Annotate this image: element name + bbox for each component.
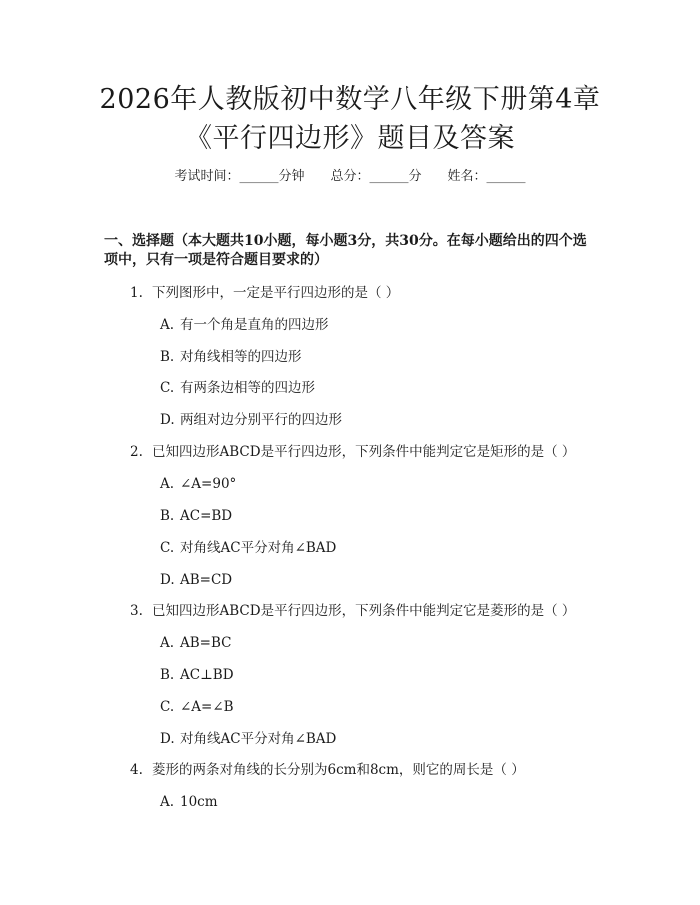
time-unit: 分钟: [278, 169, 305, 184]
q4-option-a: [160, 793, 218, 811]
option-text: 有一个角是直角的四边形: [180, 317, 329, 333]
q3-option-d: [160, 730, 336, 748]
option-letter: B.: [160, 349, 175, 365]
option-letter: D.: [160, 731, 175, 747]
option-text: 有两条边相等的四边形: [180, 380, 315, 396]
q1-option-b: [160, 348, 302, 366]
option-text: 10cm: [180, 794, 218, 810]
option-letter: A.: [160, 317, 175, 333]
option-text: 对角线AC平分对角∠BAD: [180, 540, 337, 556]
option-text: AC⊥BD: [180, 667, 234, 683]
q1-option-d: [160, 411, 342, 429]
option-text: 对角线AC平分对角∠BAD: [180, 731, 337, 747]
time-blank: ______: [239, 169, 279, 184]
q2-option-a: [160, 475, 236, 493]
option-letter: A.: [160, 635, 175, 651]
option-text: AB=BC: [180, 635, 232, 651]
question-2: [130, 443, 575, 461]
score-unit: 分: [408, 169, 422, 184]
doc-title-line-1: 2026年人教版初中数学八年级下册第4章: [99, 84, 601, 115]
q3-option-a: [160, 634, 231, 652]
question-text: 菱形的两条对角线的长分别为6cm和8cm，则它的周长是（ ）: [152, 762, 525, 778]
q3-option-b: [160, 666, 234, 684]
q1-option-a: [160, 316, 329, 334]
question-number: 1.: [130, 285, 143, 301]
question-4: [130, 761, 525, 779]
question-number: 2.: [130, 444, 143, 460]
question-number: 3.: [130, 603, 143, 619]
option-letter: B.: [160, 667, 175, 683]
option-text: 对角线相等的四边形: [180, 349, 302, 365]
score-blank: ______: [369, 169, 409, 184]
q2-option-d: [160, 571, 232, 589]
option-letter: C.: [160, 380, 175, 396]
option-text: AC=BD: [180, 508, 233, 524]
question-3: [130, 602, 575, 620]
name-label: 姓名：: [447, 169, 487, 184]
option-letter: C.: [160, 540, 175, 556]
option-letter: C.: [160, 699, 175, 715]
name-blank: ______: [486, 169, 526, 184]
question-text: 已知四边形ABCD是平行四边形，下列条件中能判定它是矩形的是（ ）: [152, 444, 576, 460]
q2-option-c: [160, 539, 336, 557]
option-text: AB=CD: [180, 572, 233, 588]
time-label: 考试时间：: [174, 169, 240, 184]
option-text: ∠A=∠B: [180, 699, 234, 715]
question-text: 下列图形中，一定是平行四边形的是（ ）: [152, 285, 400, 301]
q3-option-c: [160, 698, 234, 716]
option-letter: A.: [160, 476, 175, 492]
section-heading-line-2: 项中，只有一项是符合题目要求的）: [104, 252, 328, 268]
q1-option-c: [160, 379, 315, 397]
doc-title-line-2: 《平行四边形》题目及答案: [185, 123, 515, 154]
question-text: 已知四边形ABCD是平行四边形，下列条件中能判定它是菱形的是（ ）: [152, 603, 576, 619]
q2-option-b: [160, 507, 232, 525]
option-letter: A.: [160, 794, 175, 810]
option-letter: B.: [160, 508, 175, 524]
score-label: 总分：: [330, 169, 370, 184]
question-1: [130, 284, 399, 302]
question-number: 4.: [130, 762, 143, 778]
section-heading-line-1: 一、选择题（本大题共10小题，每小题3分，共30分。在每小题给出的四个选: [104, 233, 587, 249]
option-text: ∠A=90°: [180, 476, 237, 492]
option-text: 两组对边分别平行的四边形: [180, 412, 342, 428]
exam-info: [0, 168, 700, 186]
option-letter: D.: [160, 412, 175, 428]
option-letter: D.: [160, 572, 175, 588]
